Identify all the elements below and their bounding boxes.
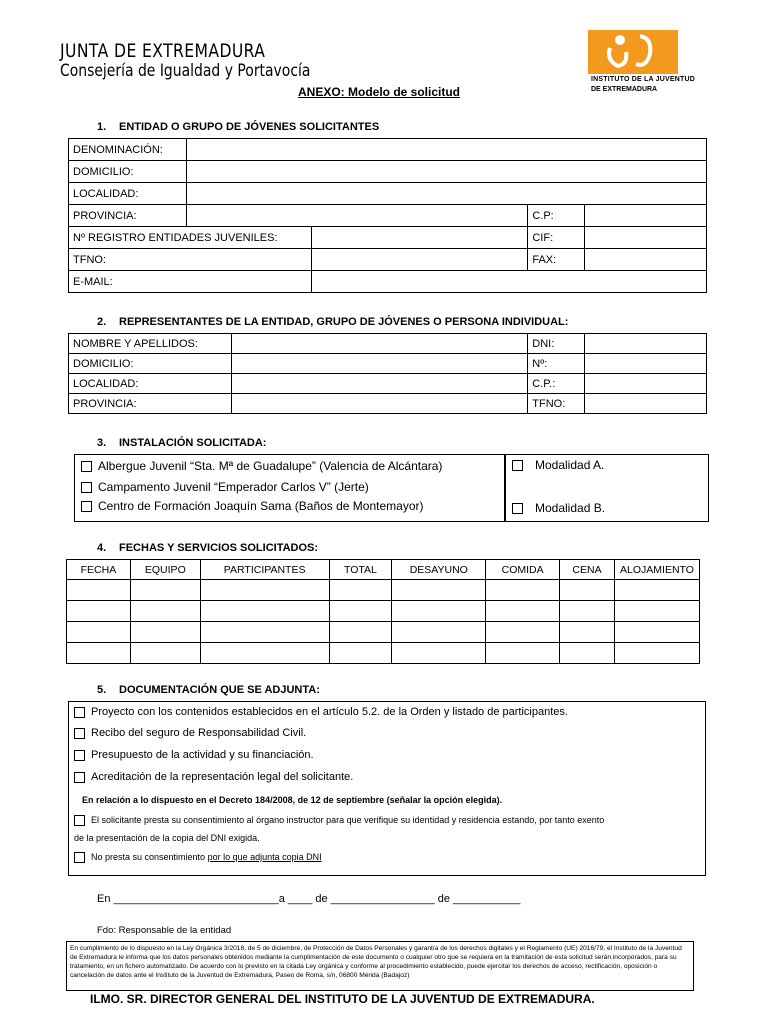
services-table — [66, 559, 700, 664]
table-row — [67, 643, 700, 664]
consent-2-text-underlined: por lo que adjunta copia DNI — [207, 852, 322, 862]
dni-label: DNI: — [528, 334, 585, 354]
representative-table — [68, 333, 707, 414]
consent-option-1 — [74, 815, 604, 826]
section-1-title: ENTIDAD O GRUPO DE JÓVENES SOLICITANTES — [119, 121, 380, 133]
org-name: JUNTA DE EXTREMADURA — [60, 40, 266, 62]
installation-3-label: Centro de Formación Joaquín Sama (Baños de Montemayor) — [98, 499, 424, 513]
table-cell[interactable] — [67, 580, 131, 601]
table-cell[interactable] — [329, 643, 392, 664]
denominacion-field[interactable] — [186, 139, 706, 161]
section-3-title: INSTALACIÓN SOLICITADA: — [119, 437, 267, 449]
rep-localidad-label: LOCALIDAD: — [69, 374, 232, 394]
modality-b-checkbox[interactable] — [512, 503, 523, 514]
entity-table — [68, 138, 707, 293]
doc-4-checkbox[interactable] — [74, 772, 85, 783]
installation-1-checkbox[interactable] — [81, 461, 92, 472]
consent-2-checkbox[interactable] — [74, 852, 85, 863]
section-2-heading — [97, 316, 568, 328]
registro-label: Nº REGISTRO ENTIDADES JUVENILES: — [69, 227, 312, 249]
table-row — [67, 622, 700, 643]
doc-item-4 — [74, 771, 353, 783]
rep-domicilio-field[interactable] — [231, 354, 527, 374]
section-5-heading — [97, 684, 320, 696]
rep-provincia-label: PROVINCIA: — [69, 394, 232, 414]
rep-localidad-field[interactable] — [231, 374, 527, 394]
table-cell[interactable] — [130, 580, 200, 601]
table-cell[interactable] — [329, 580, 392, 601]
table-cell[interactable] — [67, 601, 131, 622]
fax-field[interactable] — [585, 249, 707, 271]
col-cena: CENA — [560, 560, 615, 580]
email-label: E-MAIL: — [69, 271, 312, 293]
installation-2-checkbox[interactable] — [81, 482, 92, 493]
modality-a-checkbox[interactable] — [512, 460, 523, 471]
registro-field[interactable] — [311, 227, 527, 249]
cp-label: C.P: — [528, 205, 585, 227]
table-cell[interactable] — [130, 601, 200, 622]
nombre-field[interactable] — [231, 334, 527, 354]
provincia-label: PROVINCIA: — [69, 205, 187, 227]
section-3-number: 3. — [97, 437, 107, 449]
consent-option-2 — [74, 852, 322, 863]
signature-place-date: En ___________________________a ____ de _________________ de ___________ — [97, 893, 521, 905]
col-comida: COMIDA — [486, 560, 560, 580]
cif-label: CIF: — [528, 227, 585, 249]
cp-field[interactable] — [585, 205, 707, 227]
table-cell[interactable] — [67, 643, 131, 664]
consent-1-text: El solicitante presta su consentimiento al órgano instructor para que verifique su identidad y residencia estando, por tanto exento — [91, 815, 605, 825]
doc-1-checkbox[interactable] — [74, 707, 85, 718]
dni-field[interactable] — [585, 334, 707, 354]
installation-option-3 — [81, 499, 424, 513]
table-cell[interactable] — [614, 601, 699, 622]
doc-1-label: Proyecto con los contenidos establecidos en el artículo 5.2. de la Orden y listado de participantes. — [91, 706, 568, 718]
doc-item-3 — [74, 749, 314, 761]
section-5-title: DOCUMENTACIÓN QUE SE ADJUNTA: — [119, 684, 320, 696]
consent-2-text: No presta su consentimiento — [91, 852, 208, 862]
table-cell[interactable] — [486, 643, 560, 664]
num-field[interactable] — [585, 354, 707, 374]
fax-label: FAX: — [528, 249, 585, 271]
modality-a-label: Modalidad A. — [535, 458, 605, 472]
nombre-label: NOMBRE Y APELLIDOS: — [69, 334, 232, 354]
rep-cp-field[interactable] — [585, 374, 707, 394]
table-cell[interactable] — [392, 580, 486, 601]
table-cell[interactable] — [560, 643, 615, 664]
data-protection-notice: En cumplimiento de lo dispuesto en la Ley Orgánica 3/2018, de 5 de diciembre, de Protección de Datos Personales y garantía de los derechos digitales y el Reglamento (UE) 2016/79, el Instituto de la Juventud de Extremadura le informa que los datos personales obtenidos mediante la cumplimentación de este documento o cualquier otro que se requiera en la tramitación de esta solicitud serán incorporados, para su tratamiento, en un fichero automatizado. De acuerdo con lo previsto en la citada Ley orgánica y conforme al procedimiento establecido, puede ejercitar los derechos de acceso, rectificación, oposición o cancelación de datos ante el Instituto de la Juventud de Extremadura, Paseo de Roma, s/n, 06800 Mérida (Badajoz) — [66, 941, 694, 991]
rep-tfno-label: TFNO: — [528, 394, 585, 414]
section-4-heading — [97, 542, 318, 554]
doc-3-checkbox[interactable] — [74, 750, 85, 761]
consent-1-checkbox[interactable] — [74, 815, 85, 826]
doc-item-1 — [74, 706, 568, 718]
modality-b-label: Modalidad B. — [535, 501, 606, 515]
table-cell[interactable] — [200, 580, 329, 601]
section-4-title: FECHAS Y SERVICIOS SOLICITADOS: — [119, 542, 319, 554]
section-1-heading — [97, 121, 379, 133]
table-cell[interactable] — [614, 580, 699, 601]
col-total: TOTAL — [329, 560, 392, 580]
table-cell[interactable] — [392, 643, 486, 664]
table-cell[interactable] — [614, 643, 699, 664]
table-cell[interactable] — [486, 622, 560, 643]
col-equipo: EQUIPO — [130, 560, 200, 580]
email-field[interactable] — [311, 271, 706, 293]
col-desayuno: DESAYUNO — [392, 560, 486, 580]
logo-text-line1: INSTITUTO DE LA JUVENTUD — [591, 76, 695, 83]
doc-3-label: Presupuesto de la actividad y su financiación. — [91, 749, 314, 761]
section-2-number: 2. — [97, 316, 107, 328]
rep-provincia-field[interactable] — [231, 394, 527, 414]
rep-cp-label: C.P.: — [528, 374, 585, 394]
table-cell[interactable] — [67, 622, 131, 643]
section-4-number: 4. — [97, 542, 107, 554]
installation-1-label: Albergue Juvenil “Sta. Mª de Guadalupe” (Valencia de Alcántara) — [98, 459, 443, 473]
num-label: Nº: — [528, 354, 585, 374]
page-title: ANEXO: Modelo de solicitud — [298, 85, 461, 99]
section-2-title: REPRESENTANTES DE LA ENTIDAD, GRUPO DE JÓVENES O PERSONA INDIVIDUAL: — [119, 316, 569, 328]
tfno-field[interactable] — [311, 249, 527, 271]
org-department: Consejería de Igualdad y Portavocía — [60, 61, 311, 81]
rep-domicilio-label: DOMICILIO: — [69, 354, 232, 374]
localidad-label: LOCALIDAD: — [69, 183, 187, 205]
table-row — [67, 601, 700, 622]
section-3-heading — [97, 437, 266, 449]
installation-option-2 — [81, 480, 369, 494]
table-cell[interactable] — [130, 643, 200, 664]
signature-fdo: Fdo: Responsable de la entidad — [97, 925, 232, 936]
decreto-note: En relación a lo dispuesto en el Decreto 184/2008, de 12 de septiembre (señalar la opción elegida). — [82, 795, 503, 805]
section-5-number: 5. — [97, 684, 107, 696]
table-cell[interactable] — [560, 622, 615, 643]
table-cell[interactable] — [560, 601, 615, 622]
table-cell[interactable] — [560, 580, 615, 601]
table-cell[interactable] — [486, 580, 560, 601]
addressee-footer: ILMO. SR. DIRECTOR GENERAL DEL INSTITUTO DE LA JUVENTUD DE EXTREMADURA. — [90, 992, 595, 1006]
table-cell[interactable] — [200, 643, 329, 664]
table-cell[interactable] — [329, 601, 392, 622]
doc-2-label: Recibo del seguro de Responsabilidad Civil. — [91, 727, 307, 739]
table-cell[interactable] — [486, 601, 560, 622]
col-fecha: FECHA — [67, 560, 131, 580]
installation-3-checkbox[interactable] — [81, 501, 92, 512]
logo-text-line2: DE EXTREMADURA — [591, 86, 658, 93]
table-cell[interactable] — [200, 622, 329, 643]
section-1-number: 1. — [97, 121, 107, 133]
table-cell[interactable] — [200, 601, 329, 622]
modality-a — [512, 458, 604, 472]
doc-4-label: Acreditación de la representación legal del solicitante. — [91, 771, 354, 783]
installation-2-label: Campamento Juvenil “Emperador Carlos V” (Jerte) — [98, 480, 369, 494]
table-cell[interactable] — [392, 622, 486, 643]
denominacion-label: DENOMINACIÓN: — [69, 139, 187, 161]
tfno-label: TFNO: — [69, 249, 312, 271]
domicilio-field[interactable] — [186, 161, 706, 183]
table-cell[interactable] — [130, 622, 200, 643]
col-alojamiento: ALOJAMIENTO — [614, 560, 699, 580]
rep-tfno-field[interactable] — [585, 394, 707, 414]
modality-b — [512, 501, 605, 515]
domicilio-label: DOMICILIO: — [69, 161, 187, 183]
provincia-field[interactable] — [186, 205, 527, 227]
table-cell[interactable] — [392, 601, 486, 622]
table-cell[interactable] — [614, 622, 699, 643]
table-row — [67, 580, 700, 601]
doc-item-2 — [74, 727, 306, 739]
consent-1-text-cont: de la presentación de la copia del DNI exigida. — [74, 833, 260, 843]
doc-2-checkbox[interactable] — [74, 728, 85, 739]
cif-field[interactable] — [585, 227, 707, 249]
localidad-field[interactable] — [186, 183, 706, 205]
col-participantes: PARTICIPANTES — [200, 560, 329, 580]
table-cell[interactable] — [329, 622, 392, 643]
installation-option-1 — [81, 459, 442, 473]
